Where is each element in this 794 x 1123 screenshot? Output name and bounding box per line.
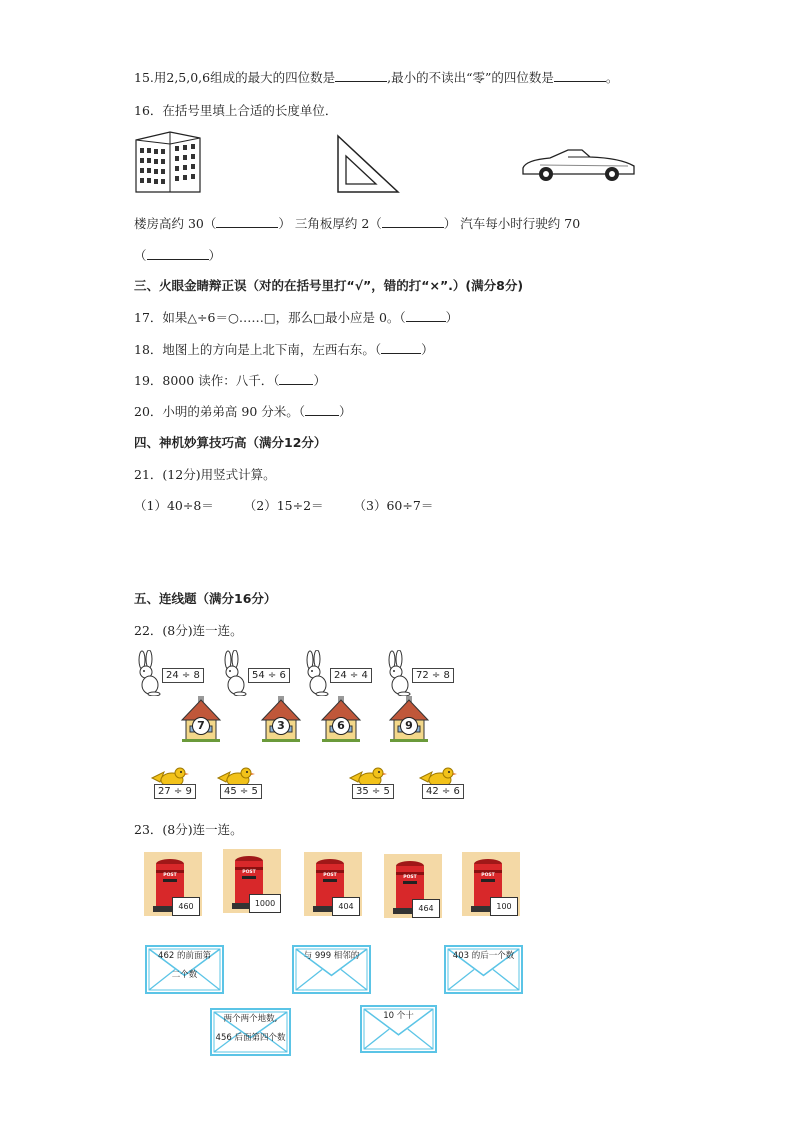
q16-close-paren: ） bbox=[208, 248, 222, 263]
q15-text-3: 。 bbox=[605, 70, 619, 85]
rabbit-expression-card[interactable]: 72 ÷ 8 bbox=[412, 668, 454, 683]
section-3-title: 三、火眼金睛辩正误（对的在括号里打“√”，错的打“×”.）(满分8分) bbox=[134, 278, 524, 293]
mailbox-post-label: POST bbox=[323, 873, 337, 878]
q20-blank[interactable] bbox=[305, 404, 339, 416]
question-21-title: 21．(12分)用竖式计算。 bbox=[134, 467, 276, 482]
mailbox-number-tag[interactable]: 464 bbox=[412, 899, 440, 918]
q18-blank[interactable] bbox=[381, 342, 421, 354]
bird-expression-card[interactable]: 27 ÷ 9 bbox=[154, 784, 196, 799]
mailbox-number-tag[interactable]: 1000 bbox=[249, 894, 281, 913]
envelope-text-line-1[interactable]: 10 个十 bbox=[383, 1011, 414, 1021]
envelope-text-line-1[interactable]: 与 999 相邻的 bbox=[303, 951, 360, 961]
q16-item-building: 楼房高约 30（ bbox=[134, 216, 217, 231]
q17-blank[interactable] bbox=[406, 310, 446, 322]
q15-blank-2[interactable] bbox=[554, 70, 606, 82]
envelope-text-line-2[interactable]: 二个数 bbox=[171, 970, 198, 980]
question-21-items bbox=[134, 496, 433, 514]
house-number[interactable]: 6 bbox=[332, 717, 350, 735]
section-4-title: 四、神机妙算技巧高（满分12分） bbox=[134, 435, 327, 450]
q20-text: 20．小明的弟弟高 90 分米。（ bbox=[134, 404, 306, 419]
q19-blank[interactable] bbox=[279, 373, 313, 385]
q15-text-1: 15.用2,5,0,6组成的最大的四位数是 bbox=[134, 70, 336, 85]
q17-end: ） bbox=[445, 310, 459, 325]
mailbox-post-label: POST bbox=[242, 870, 256, 875]
question-16-title: 16．在括号里填上合适的长度单位． bbox=[134, 103, 338, 118]
rabbit-expression-card[interactable]: 24 ÷ 8 bbox=[162, 668, 204, 683]
q16-blank-2[interactable] bbox=[382, 216, 444, 228]
q16-open-paren: （ bbox=[134, 248, 147, 263]
envelope-text-line-1[interactable]: 两个两个地数, bbox=[223, 1014, 278, 1024]
q19-end: ） bbox=[313, 373, 326, 388]
q16-blank-1[interactable] bbox=[216, 216, 278, 228]
q15-text-2: ,最小的不读出“零”的四位数是 bbox=[387, 70, 554, 85]
house-number[interactable]: 7 bbox=[192, 717, 210, 735]
section-5-title: 五、连线题（满分16分） bbox=[134, 591, 277, 606]
q20-end: ） bbox=[339, 404, 352, 419]
mailbox-number-tag[interactable]: 100 bbox=[490, 897, 518, 916]
mailbox-post-label: POST bbox=[403, 875, 417, 880]
q17-text: 17．如果△÷6＝○……□，那么□最小应是 0。（ bbox=[134, 310, 406, 325]
q15-blank-1[interactable] bbox=[335, 70, 387, 82]
question-19 bbox=[134, 371, 326, 389]
rabbit-expression-card[interactable]: 24 ÷ 4 bbox=[330, 668, 372, 683]
question-16-items bbox=[134, 214, 580, 232]
q21-item-1: （1）40÷8＝ bbox=[134, 498, 214, 513]
bird-expression-card[interactable]: 35 ÷ 5 bbox=[352, 784, 394, 799]
question-18 bbox=[134, 340, 434, 358]
bird-expression-card[interactable]: 42 ÷ 6 bbox=[422, 784, 464, 799]
q18-end: ） bbox=[421, 342, 434, 357]
car-icon bbox=[520, 144, 638, 184]
mailbox-number-tag[interactable]: 460 bbox=[172, 897, 200, 916]
envelope-text-line-1[interactable]: 403 的后一个数 bbox=[452, 951, 515, 961]
q16-item-car: ） 汽车每小时行驶约 70 bbox=[443, 216, 581, 231]
envelope-text-line-2[interactable]: 456 后面第四个数 bbox=[215, 1033, 286, 1043]
question-15 bbox=[134, 68, 618, 86]
q21-item-2: （2）15÷2＝ bbox=[243, 498, 324, 513]
q16-item-ruler: ） 三角板厚约 2（ bbox=[278, 216, 382, 231]
building-icon bbox=[130, 128, 206, 194]
q18-text: 18．地图上的方向是上北下南，左西右东。（ bbox=[134, 342, 382, 357]
mailbox-post-label: POST bbox=[163, 873, 177, 878]
q21-item-3: （3）60÷7＝ bbox=[353, 498, 434, 513]
question-20 bbox=[134, 402, 352, 420]
house-number[interactable]: 3 bbox=[272, 717, 290, 735]
q19-text: 19．8000 读作：八千．（ bbox=[134, 373, 280, 388]
rabbit-expression-card[interactable]: 54 ÷ 6 bbox=[248, 668, 290, 683]
bird-expression-card[interactable]: 45 ÷ 5 bbox=[220, 784, 262, 799]
question-17 bbox=[134, 308, 458, 326]
mailbox-number-tag[interactable]: 404 bbox=[332, 897, 360, 916]
q16-blank-3[interactable] bbox=[147, 248, 209, 260]
question-23-title: 23．(8分)连一连。 bbox=[134, 822, 243, 837]
house-number[interactable]: 9 bbox=[400, 717, 418, 735]
question-22-title: 22．(8分)连一连。 bbox=[134, 623, 243, 638]
envelope-text-line-1[interactable]: 462 的前面第 bbox=[158, 951, 211, 961]
mailbox-post-label: POST bbox=[481, 873, 495, 878]
triangle-ruler-icon bbox=[336, 134, 400, 194]
question-16-line2 bbox=[134, 246, 221, 264]
